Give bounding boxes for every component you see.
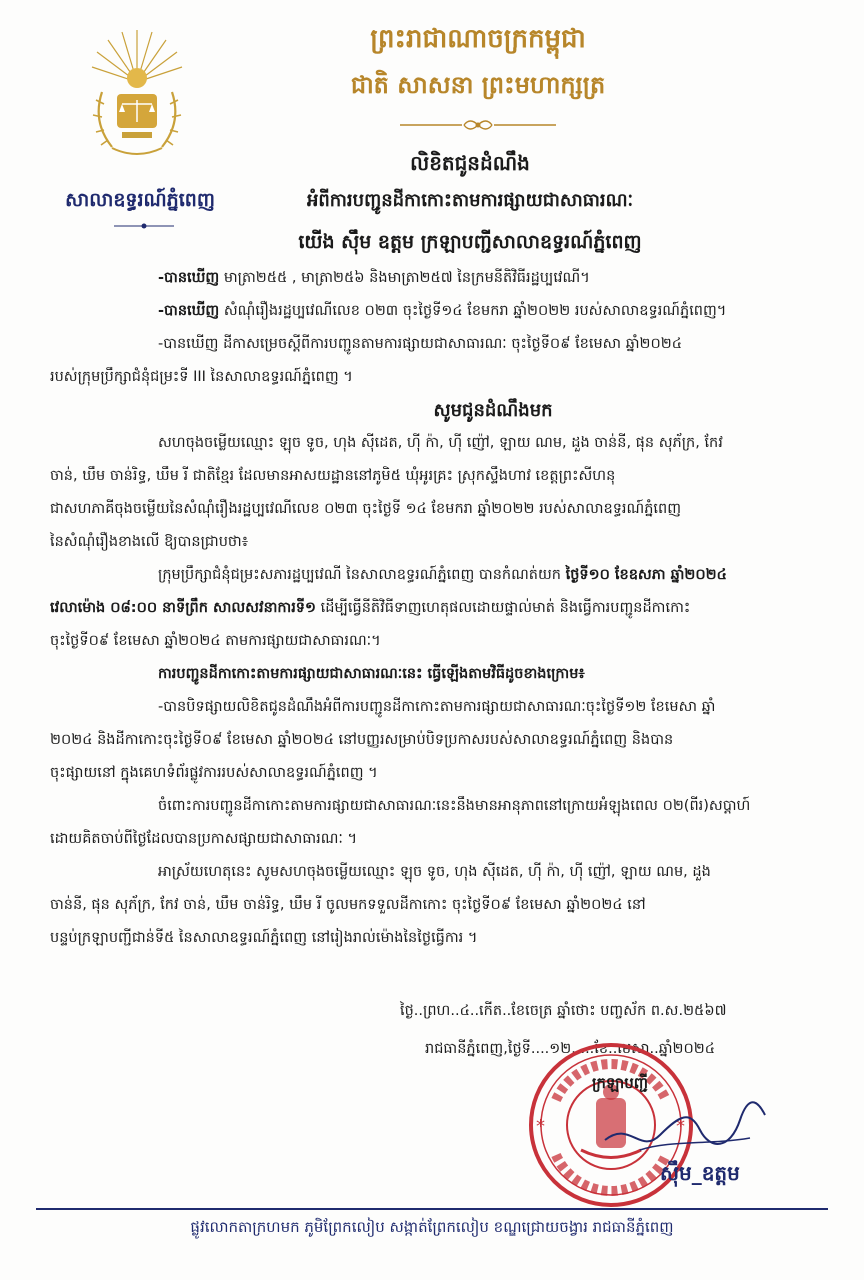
seen-text: សំណុំរឿងរដ្ឋប្បវេណីលេខ ០២៣ ចុះថ្ងៃទី១៤ ខែមករា ឆ្នាំ២០២២ របស់សាលាឧទ្ធរណ៍ភ្នំពេញ។ <box>219 303 727 319</box>
signature-icon <box>600 1100 770 1160</box>
paragraph-1-line-3: ជាសហភាគីចុងចម្លើយនៃសំណុំរឿងរដ្ឋប្បវេណីលេខ ០២៣ ចុះថ្ងៃទី ១៤ ខែមករា ឆ្នាំ២០២២ របស់សាលាឧទ្ធរណ៍ភ្នំពេញ <box>50 501 682 517</box>
court-emblem-icon <box>82 22 192 162</box>
seen-label: -បានឃើញ <box>158 303 220 319</box>
seen-label: -បានឃើញ <box>158 270 220 286</box>
notice-heading: សូមជូនដំណឹងមក <box>433 400 553 421</box>
footer-address: ផ្លូវលោកតាក្រហមក ភូមិព្រែកលៀប សង្កាត់ព្រែកលៀប ខណ្ឌជ្រោយចង្វារ រាជធានីភ្នំពេញ <box>190 1218 674 1236</box>
signer-name: ស៊ឹម_ឧត្តម <box>660 1161 740 1185</box>
svg-text:*: * <box>536 1116 545 1137</box>
paragraph-text: ដើម្បីធ្វើនីតិវិធីទាញហេតុផលដោយផ្ទាល់មាត់ និងធ្វើការបញ្ជូនដីកាកោះ <box>315 600 691 616</box>
paragraph-6-line-2: ចាន់នី, ផុន សុភ័ក្រ, កែវ ចាន់, ឃឹម ចាន់រិទ្ធ, ឃឹម រី ចូលមកទទួលដីកាកោះ ចុះថ្ងៃទី០៩ ខែមេសា ឆ្នាំ២០២៤ នៅ <box>50 897 646 913</box>
paragraph-2-line-3: ចុះថ្ងៃទី០៩ ខែមេសា ឆ្នាំ២០២៤ តាមការផ្សាយជាសាធារណៈ។ <box>50 633 381 649</box>
paragraph-4-line-3: ចុះផ្សាយនៅ ក្នុងគេហទំព័រផ្លូវការរបស់សាលាឧទ្ធរណ៍ភ្នំពេញ ។ <box>50 765 378 781</box>
seen-text: មាត្រា២៥៥ , មាត្រា២៥៦ និងមាត្រា២៥៧ នៃក្រមនីតិវិធីរដ្ឋប្បវេណី។ <box>219 270 590 286</box>
paragraph-text: ក្រុមប្រឹក្សាជំនុំជម្រះសភារដ្ឋប្បវេណី នៃសាលាឧទ្ធរណ៍ភ្នំពេញ បានកំណត់យក <box>158 567 566 583</box>
paragraph-2-line-2 <box>50 592 828 625</box>
paragraph-1-line-2: ចាន់, ឃឹម ចាន់រិទ្ធ, ឃឹម រី ជាតិខ្មែរ ដែលមានអាសយដ្ឋាននៅភូមិ៥ ឃុំអូរគ្រះ ស្រុកស្ទឹងហាវ ខេត្តព្រះសីហនុ <box>50 468 616 484</box>
seen-clause-3-cont: របស់ក្រុមប្រឹក្សាជំនុំជម្រះទី III នៃសាលាឧទ្ធរណ៍ភ្នំពេញ ។ <box>50 369 353 385</box>
paragraph-5-line-2: ដោយគិតចាប់ពីថ្ងៃដែលបានប្រកាសផ្សាយជាសាធារណៈ ។ <box>50 831 358 847</box>
paragraph-1-line-1: សហចុងចម្លើយឈ្មោះ ឡុច ទូច, ហុង ស៊ីដេត, ហ៊ី ក៉ា, ហ៊ី ញ៉ៅ, ឡាយ ណម, ដួង ចាន់នី, ផុន សុភ័ក្រ, កែវ <box>158 435 723 451</box>
solar-date: រាជធានីភ្នំពេញ,ថ្ងៃទី....១២.....ខែ..មេសា..ឆ្នាំ២០២៤ <box>425 1041 716 1057</box>
seen-clause-1 <box>158 262 828 295</box>
hearing-date: ថ្ងៃទី១០ ខែឧសភា ឆ្នាំ២០២៤ <box>565 567 727 583</box>
divider-ornament-icon <box>114 222 174 230</box>
footer-divider <box>36 1208 828 1210</box>
seen-clause-3: -បានឃើញ ដីកាសម្រេចស្តីពីការបញ្ជូនតាមការផ្សាយជាសាធារណៈ ចុះថ្ងៃទី០៩ ខែមេសា ឆ្នាំ២០២៤ <box>158 336 682 352</box>
paragraph-5-line-1: ចំពោះការបញ្ជូនដីកាកោះតាមការផ្សាយជាសាធារណៈនេះនឹងមានអានុភាពនៅក្រោយអំឡុងពេល ០២(ពីរ)សប្តាហ៍ <box>158 798 751 814</box>
document-issuer: យើង ស៊ឹម ឧត្តម ក្រឡាបញ្ជីសាលាឧទ្ធរណ៍ភ្នំពេញ <box>298 231 642 253</box>
svg-text:*: * <box>676 1116 685 1137</box>
paragraph-4-line-1: -បានបិទផ្សាយលិខិតជូនដំណឹងអំពីការបញ្ជូនដីកាកោះតាមការផ្សាយជាសាធារណៈចុះថ្ងៃទី១២ ខែមេសា ឆ្នាំ <box>158 699 716 715</box>
document-type: លិខិតជូនដំណឹង <box>410 151 530 175</box>
document-subject: អំពីការបញ្ជូនដីកាកោះតាមការផ្សាយជាសាធារណៈ <box>306 190 634 211</box>
kingdom-title: ព្រះរាជាណាចក្រកម្ពុជា <box>370 24 586 54</box>
paragraph-6-line-1: អាស្រ័យហេតុនេះ សូមសហចុងចម្លើយឈ្មោះ ឡុច ទូច, ហុង ស៊ីដេត, ហ៊ី ក៉ា, ហ៊ី ញ៉ៅ, ឡាយ ណម, ដួង <box>158 864 711 880</box>
national-motto: ជាតិ សាសនា ព្រះមហាក្សត្រ <box>350 71 606 99</box>
court-name: សាលាឧទ្ធរណ៍ភ្នំពេញ <box>65 189 215 211</box>
hearing-time-room: វេលាម៉ោង ០៨:០០ នាទីព្រឹក សាលសវនាការទី១ <box>50 600 316 616</box>
paragraph-3: ការបញ្ជូនដីកាកោះតាមការផ្សាយជាសាធារណៈនេះ ធ្វើឡើងតាមវិធីដូចខាងក្រោម៖ <box>158 666 585 682</box>
paragraph-2-line-1 <box>158 559 828 592</box>
paragraph-4-line-2: ២០២៤ និងដីកាកោះចុះថ្ងៃទី០៩ ខែមេសា ឆ្នាំ២០២៤ នៅបញ្ញរសម្រាប់បិទប្រកាសរបស់សាលាឧទ្ធរណ៍ភ្នំពេញ និងបាន <box>50 732 674 748</box>
ornament-divider-icon <box>400 116 556 134</box>
paragraph-1-line-4: នៃសំណុំរឿងខាងលើ ឱ្យបានជ្រាបថា៖ <box>50 534 249 550</box>
lunar-date: ថ្ងៃ..ព្រហ..៤..កើត..ខែចេត្រ ឆ្នាំថោះ បញ្ចស័ក ព.ស.២៥៦៧ <box>400 1003 727 1019</box>
signer-role: ក្រឡាបញ្ជី <box>591 1074 649 1092</box>
paragraph-6-line-3: បន្ទប់ក្រឡាបញ្ជីជាន់ទី៥ នៃសាលាឧទ្ធរណ៍ភ្នំពេញ នៅរៀងរាល់ម៉ោងនៃថ្ងៃធ្វើការ ។ <box>50 930 478 946</box>
document-body <box>50 262 828 955</box>
seen-clause-2 <box>158 295 828 328</box>
